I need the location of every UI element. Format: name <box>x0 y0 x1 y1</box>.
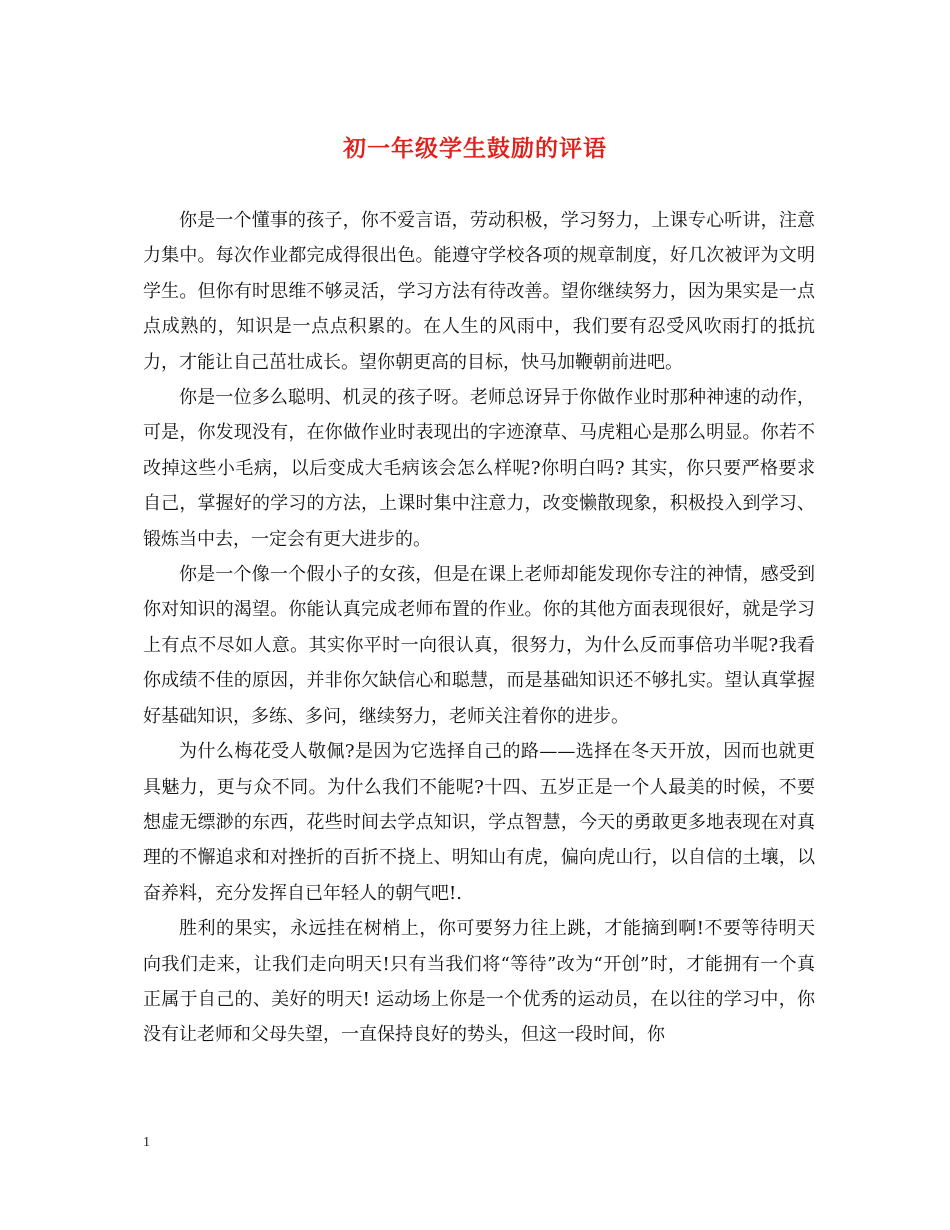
paragraph: 胜利的果实，永远挂在树梢上，你可要努力往上跳，才能摘到啊!不要等待明天向我们走来，让我们走向明天!只有当我们将“等待”改为“开创”时，才能拥有一个真正属于自己的、美好的明天! 运动场上你是一个优秀的运动员，在以往的学习中，你没有让老师和父母失望，一直保持良好的势头，但这一段时间，你 <box>143 918 815 1046</box>
paragraph: 你是一个像一个假小子的女孩，但是在课上老师却能发现你专注的神情，感受到你对知识的渴望。你能认真完成老师布置的作业。你的其他方面表现很好，就是学习上有点不尽如人意。其实你平时一向很认真，很努力，为什么反而事倍功半呢?我看你成绩不佳的原因，并非你欠缺信心和聪慧，而是基础知识还不够扎实。望认真掌握好基础知识，多练、多问，继续努力，老师关注着你的进步。 <box>143 564 815 727</box>
document-title: 初一年级学生鼓励的评语 <box>343 135 607 162</box>
document-body <box>143 203 815 1053</box>
paragraph: 为什么梅花受人敬佩?是因为它选择自己的路——选择在冬天开放，因而也就更具魅力，更与众不同。为什么我们不能呢?十四、五岁正是一个人最美的时候，不要想虚无缥渺的东西，花些时间去学点知识，学点智慧，今天的勇敢更多地表现在对真理的不懈追求和对挫折的百折不挠上、明知山有虎，偏向虎山行，以自信的土壤，以奋养料，充分发挥自已年轻人的朝气吧!. <box>143 741 815 904</box>
paragraph: 你是一位多么聪明、机灵的孩子呀。老师总讶异于你做作业时那种神速的动作，可是，你发现没有，在你做作业时表现出的字迹潦草、马虎粗心是那么明显。你若不改掉这些小毛病，以后变成大毛病该会怎么样呢?你明白吗? 其实，你只要严格要求自己，掌握好的学习的方法，上课时集中注意力，改变懒散现象，积极投入到学习、锻炼当中去，一定会有更大进步的。 <box>143 387 815 550</box>
paragraph: 你是一个懂事的孩子，你不爱言语，劳动积极，学习努力，上课专心听讲，注意力集中。每次作业都完成得很出色。能遵守学校各项的规章制度，好几次被评为文明学生。但你有时思维不够灵活，学习方法有待改善。望你继续努力，因为果实是一点点成熟的，知识是一点点积累的。在人生的风雨中，我们要有忍受风吹雨打的抵抗力，才能让自己茁壮成长。望你朝更高的目标，快马加鞭朝前进吧。 <box>143 210 815 373</box>
page-number: 1 <box>143 1135 150 1150</box>
